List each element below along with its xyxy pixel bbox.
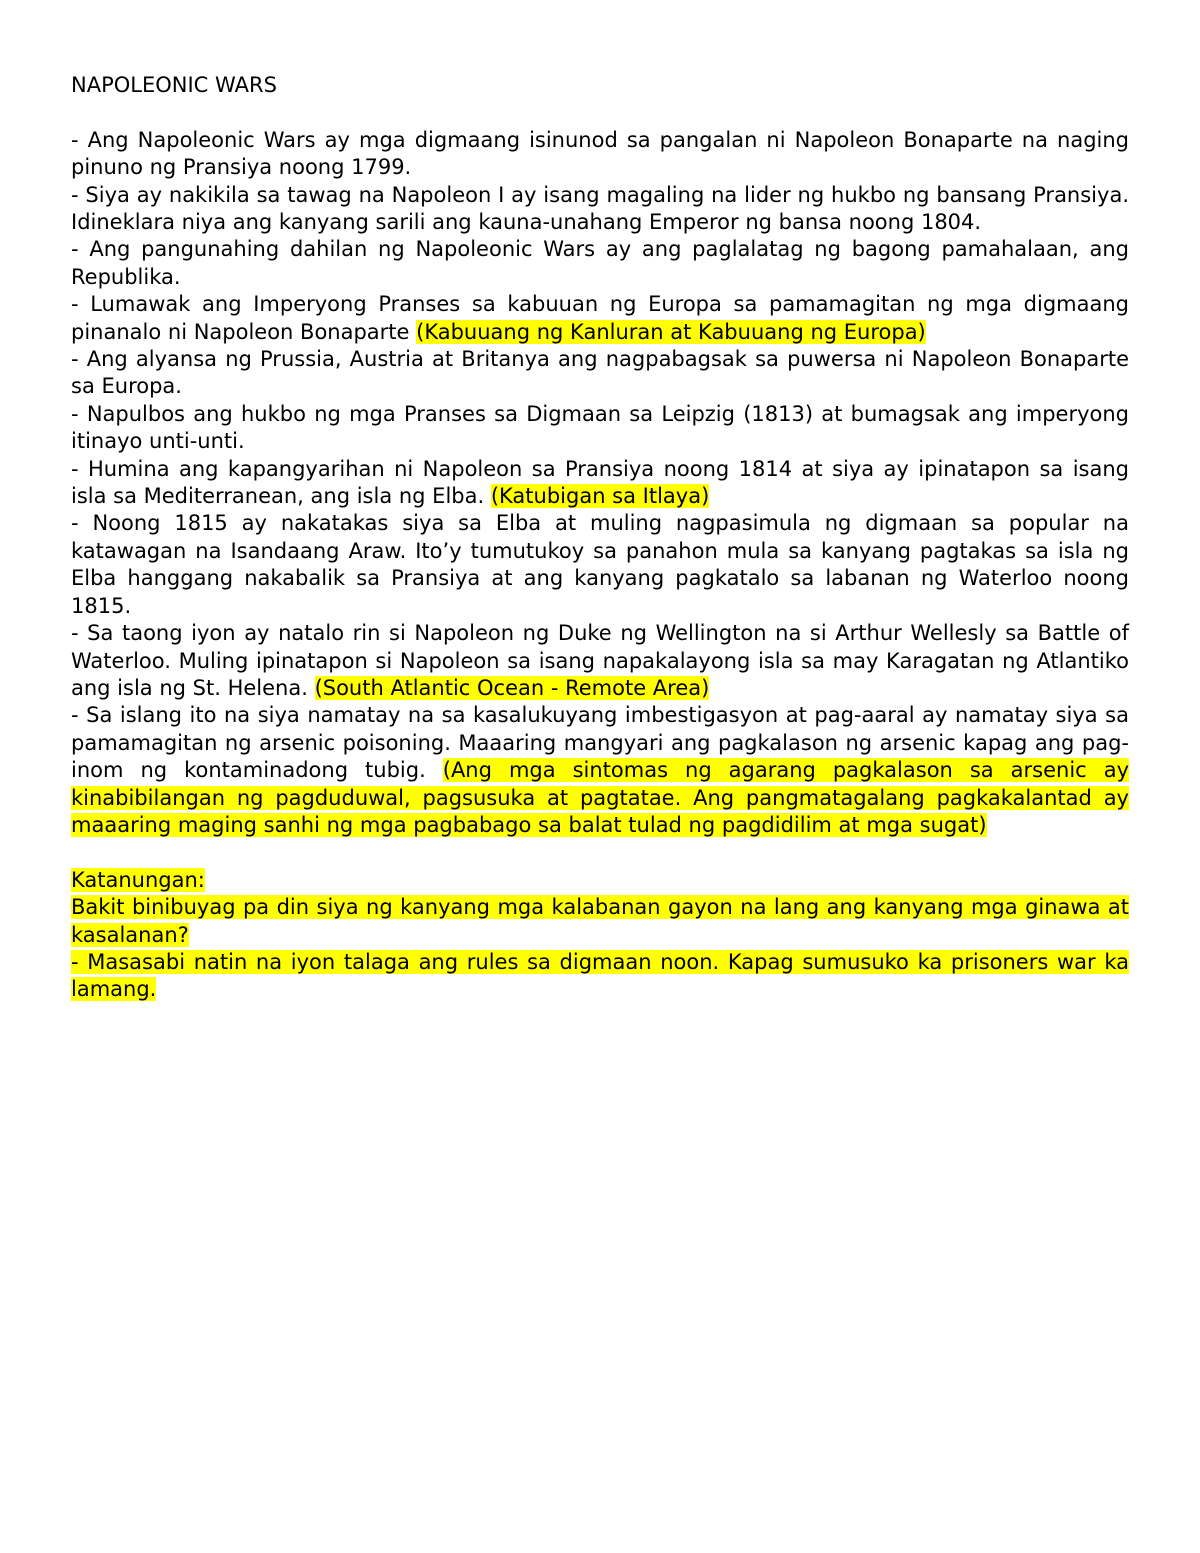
question-body: Bakit binibuyag pa din siya ng kanyang mga kalabanan gayon na lang ang kanyang mga ginawa at kasalanan? (71, 895, 1129, 947)
paragraph-text: - Sa islang ito na siya namatay na sa kasalukuyang imbestigasyon at pag-aaral ay namatay siya sa pamamagitan ng arsenic poisoning. Maaaring mangyari ang pagkalason ng arsenic kapag ang pag-inom ng kontaminadong tubig. (71, 703, 1129, 783)
paragraph-text: - Ang Napoleonic Wars ay mga digmaang isinunod sa pangalan ni Napoleon Bonaparte na naging pinuno ng Pransiya noong 1799. (71, 127, 1129, 180)
paragraph-5 (71, 346, 1129, 401)
paragraph-9 (71, 620, 1129, 702)
paragraph-text: - Napulbos ang hukbo ng mga Pranses sa Digmaan sa Leipzig (1813) at bumagsak ang imperyong itinayo unti-unti. (71, 401, 1129, 454)
question-label (71, 867, 1129, 894)
paragraph-text: - Noong 1815 ay nakatakas siya sa Elba at muling nagpasimula ng digmaan sa popular na katawagan na Isandaang Araw. Ito’y tumutukoy sa panahon mula sa kanyang pagtakas sa isla ng Elba hanggang nakabalik sa Pransiya at ang kanyang pagkatalo sa labanan ng Waterloo noong 1815. (71, 511, 1129, 618)
paragraph-2 (71, 182, 1129, 237)
highlighted-note: (Ang mga sintomas ng agarang pagkalason sa arsenic ay kinabibilangan ng pagduduwal, pagsusuka at pagtatae. Ang pangmatagalang pagkakalantad ay maaaring maging sanhi ng mga pagbabago sa balat tulad ng pagdidilim at mga sugat) (71, 758, 1129, 837)
paragraph-3 (71, 236, 1129, 291)
answer-body: - Masasabi natin na iyon talaga ang rules sa digmaan noon. Kapag sumusuko ka prisoners war ka lamang. (71, 949, 1129, 1002)
paragraph-text: - Ang alyansa ng Prussia, Austria at Britanya ang nagpabagsak sa puwersa ni Napoleon Bonaparte sa Europa. (71, 347, 1129, 399)
question-label-text: Katanungan: (71, 867, 205, 892)
paragraph-7 (71, 456, 1129, 511)
highlighted-note: (South Atlantic Ocean - Remote Area) (314, 675, 710, 700)
paragraph-8 (71, 510, 1129, 620)
highlighted-note: (Katubigan sa Itlaya) (490, 484, 710, 509)
highlighted-note: (Kabuuang ng Kanluran at Kabuuang ng Europa) (416, 319, 926, 344)
paragraph-text: - Ang pangunahing dahilan ng Napoleonic Wars ay ang paglalatag ng bagong pamahalaan, ang Republika. (71, 237, 1129, 289)
blank-line (71, 839, 1129, 866)
question-text (71, 894, 1129, 949)
paragraph-10 (71, 702, 1129, 839)
paragraph-4 (71, 291, 1129, 346)
paragraph-text: - Lumawak ang Imperyong Pranses sa kabuuan ng Europa sa pamamagitan ng mga digmaang pinanalo ni Napoleon Bonaparte (71, 292, 1129, 344)
paragraph-text: - Siya ay nakikila sa tawag na Napoleon I ay isang magaling na lider ng hukbo ng bansang Pransiya. Idineklara niya ang kanyang sarili ang kauna-unahang Emperor ng bansa noong 1804. (71, 182, 1129, 235)
document-title: NAPOLEONIC WARS (71, 73, 277, 97)
paragraph-6 (71, 401, 1129, 456)
paragraph-text: - Humina ang kapangyarihan ni Napoleon sa Pransiya noong 1814 at siya ay ipinatapon sa isang isla sa Mediterranean, ang isla ng Elba. (71, 456, 1129, 509)
paragraph-text: - Sa taong iyon ay natalo rin si Napoleon ng Duke ng Wellington na si Arthur Wellesly sa Battle of Waterloo. Muling ipinatapon si Napoleon sa isang napakalayong isla sa may Karagatan ng Atlantiko ang isla ng St. Helena. (71, 621, 1129, 700)
answer-text (71, 949, 1129, 1004)
paragraph-1 (71, 127, 1129, 182)
blank-line (71, 99, 1129, 126)
